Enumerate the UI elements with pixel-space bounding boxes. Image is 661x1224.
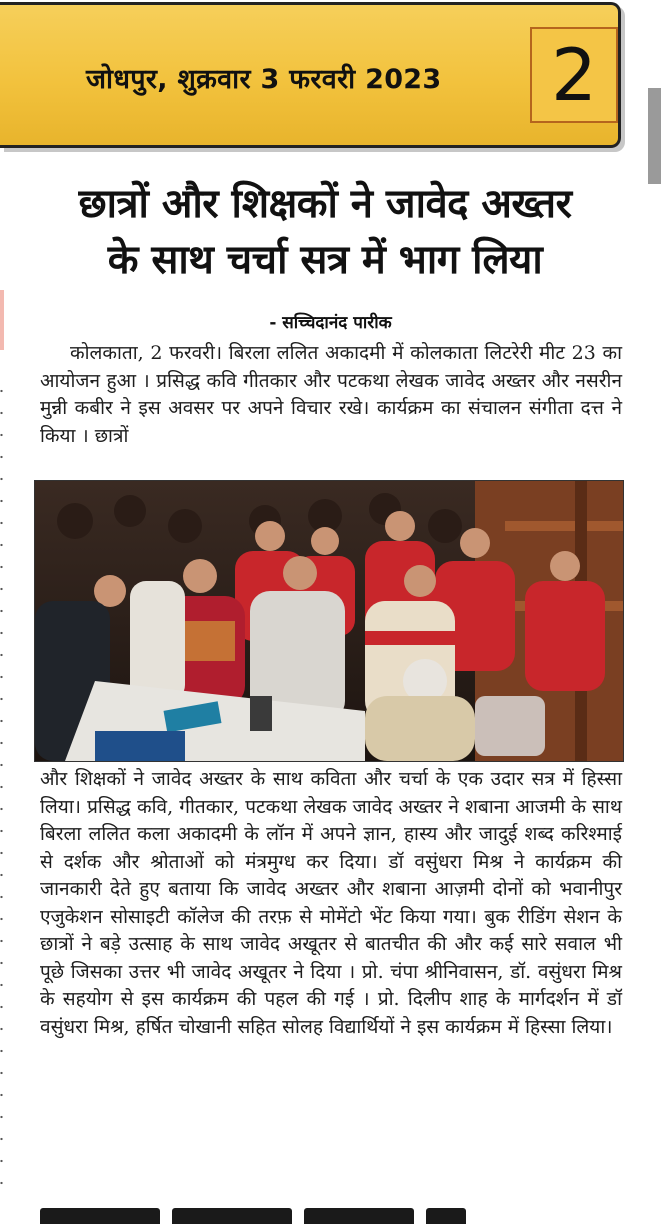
article-paragraph-1: कोलकाता, 2 फरवरी। बिरला ललित अकादमी में कोलकाता लिटरेरी मीट 23 का आयोजन हुआ । प्रसिद्ध कवि गीतकार और पटकथा लेखक जावेद अख्तर और नसरीन मुन्नी कबीर ने इस अवसर पर अपने विचार रखे। कार्यक्रम का संचालन संगीता दत्त ने किया । छात्रों <box>40 342 622 447</box>
event-photo-illustration <box>35 481 623 761</box>
page-number-box <box>530 27 618 123</box>
dateline: जोधपुर, शुक्रवार 3 फरवरी 2023 <box>86 64 442 95</box>
event-photo <box>34 480 624 762</box>
header-banner <box>0 2 621 148</box>
headline-line-1: छात्रों और शिक्षकों ने जावेद अख्तर <box>78 181 572 227</box>
page-edge-strip <box>648 88 661 184</box>
next-headline-cutoff <box>40 1208 620 1224</box>
headline <box>20 176 630 288</box>
left-dotted-rule <box>0 380 3 1200</box>
page-number: 2 <box>551 33 597 117</box>
byline: - सच्चिदानंद पारीक <box>269 313 392 333</box>
article-paragraph-2: और शिक्षकों ने जावेद अख्तर के साथ कविता और चर्चा के एक उदार सत्र में हिस्सा लिया। प्रसिद्ध कवि, गीतकार, पटकथा लेखक जावेद अख्तर ने शबाना आजमी के साथ बिरला ललित कला अकादमी के लॉन में अपने ज्ञान, हास्य और जादुई शब्द करिश्माई से दर्शक और श्रोताओं को मंत्रमुग्ध कर दिया। डॉ वसुंधरा मिश्र ने कार्यक्रम की जानकारी देते हुए बताया कि जावेद अख्तर और शबाना आज़मी दोनों को भवानीपुर एजुकेशन सोसाइटी कॉलेज की तरफ़ से मोमेंटो भेंट किया गया। बुक रीडिंग सेशन के छात्रों ने बड़े उत्साह के साथ जावेद अखूतर से बातचीत की और कई सारे सवाल भी पूछे जिसका उत्तर भी जावेद अखूतर ने दिया । प्रो. चंपा श्रीनिवासन, डॉ. वसुंधरा मिश्र के सहयोग से इस कार्यक्रम की पहल की गई । प्रो. दिलीप शाह के मार्गदर्शन में डॉ वसुंधरा मिश्र, हर्षित चोखानी सहित सोलह विद्यार्थियों ने इस कार्यक्रम में हिस्सा लिया। <box>40 768 622 1038</box>
headline-line-2: के साथ चर्चा सत्र में भाग लिया <box>107 237 543 283</box>
